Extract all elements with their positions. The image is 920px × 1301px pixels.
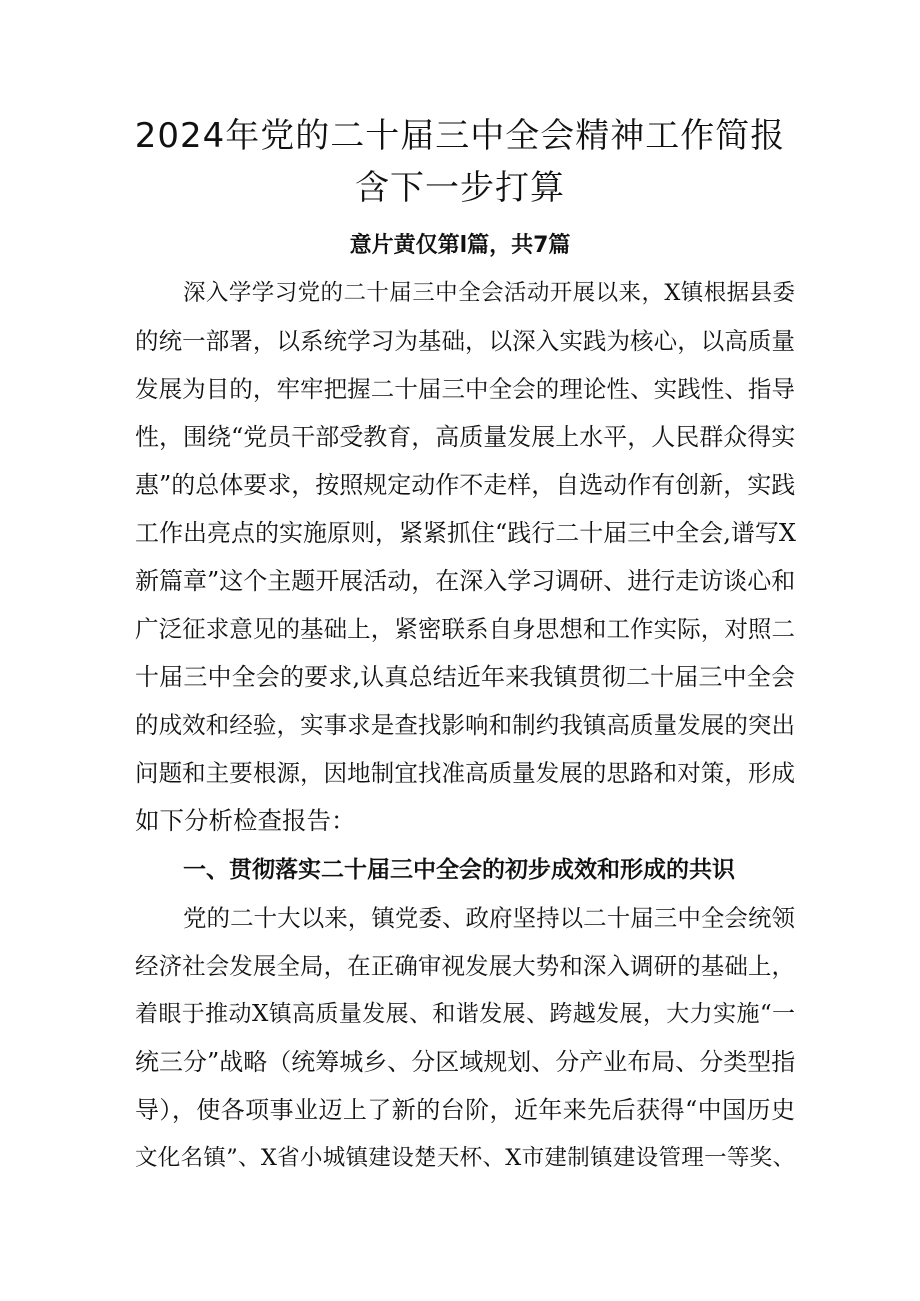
paragraph-line: 统三分”战略（统筹城乡、分区域规划、分产业布局、分类型指 xyxy=(135,1048,796,1076)
document-subtitle: 意片黄仅第l篇，共7篇 xyxy=(349,233,571,258)
paragraph-line: 发展为目的，牢牢把握二十届三中全会的理论性、实践性、指导 xyxy=(135,375,795,403)
paragraph-line: 如下分析检查报告： xyxy=(135,806,356,835)
document-title-line2: 含下一步打算 xyxy=(355,168,565,208)
paragraph-line: 问题和主要根源，因地制宜找准高质量发展的思路和对策，形成 xyxy=(135,759,795,787)
paragraph-line: 广泛征求意见的基础上，紧密联系自身思想和工作实际，对照二 xyxy=(135,615,795,643)
document-title-line1: 2024年党的二十届三中全会精神工作简报 xyxy=(134,116,786,156)
paragraph-line: 文化名镇”、X省小城镇建设楚天杯、X市建制镇建设管理一等奖、 xyxy=(135,1145,795,1171)
paragraph-line: 惠”的总体要求，按照规定动作不走样，自选动作有创新，实践 xyxy=(135,471,796,499)
paragraph-line: 经济社会发展全局，在正确审视发展大势和深入调研的基础上， xyxy=(135,952,795,980)
paragraph-line: 新篇章”这个主题开展活动，在深入学习调研、进行走访谈心和 xyxy=(135,567,796,595)
paragraph-line: 深入学学习党的二十届三中全会活动开展以来，X镇根据县委 xyxy=(183,280,795,306)
paragraph-line: 性，围绕“党员干部受教育，高质量发展上水平，人民群众得实 xyxy=(135,423,796,451)
paragraph-line: 的成效和经验，实事求是查找影响和制约我镇高质量发展的突出 xyxy=(135,711,795,739)
paragraph-line: 导），使各项事业迈上了新的台阶，近年来先后获得“中国历史 xyxy=(135,1096,795,1124)
section-heading: 一、贯彻落实二十届三中全会的初步成效和形成的共识 xyxy=(183,857,735,883)
paragraph-line: 党的二十大以来，镇党委、政府坚持以二十届三中全会统领 xyxy=(183,904,795,932)
paragraph-line: 十届三中全会的要求,认真总结近年来我镇贯彻二十届三中全会 xyxy=(135,663,795,691)
paragraph-line: 着眼于推动X镇高质量发展、和谐发展、跨越发展，大力实施“一 xyxy=(135,1001,795,1027)
paragraph-line: 工作出亮点的实施原则，紧紧抓住“践行二十届三中全会,谱写X xyxy=(135,519,796,547)
paragraph-line: 的统一部署，以系统学习为基础，以深入实践为核心，以高质量 xyxy=(135,327,795,355)
